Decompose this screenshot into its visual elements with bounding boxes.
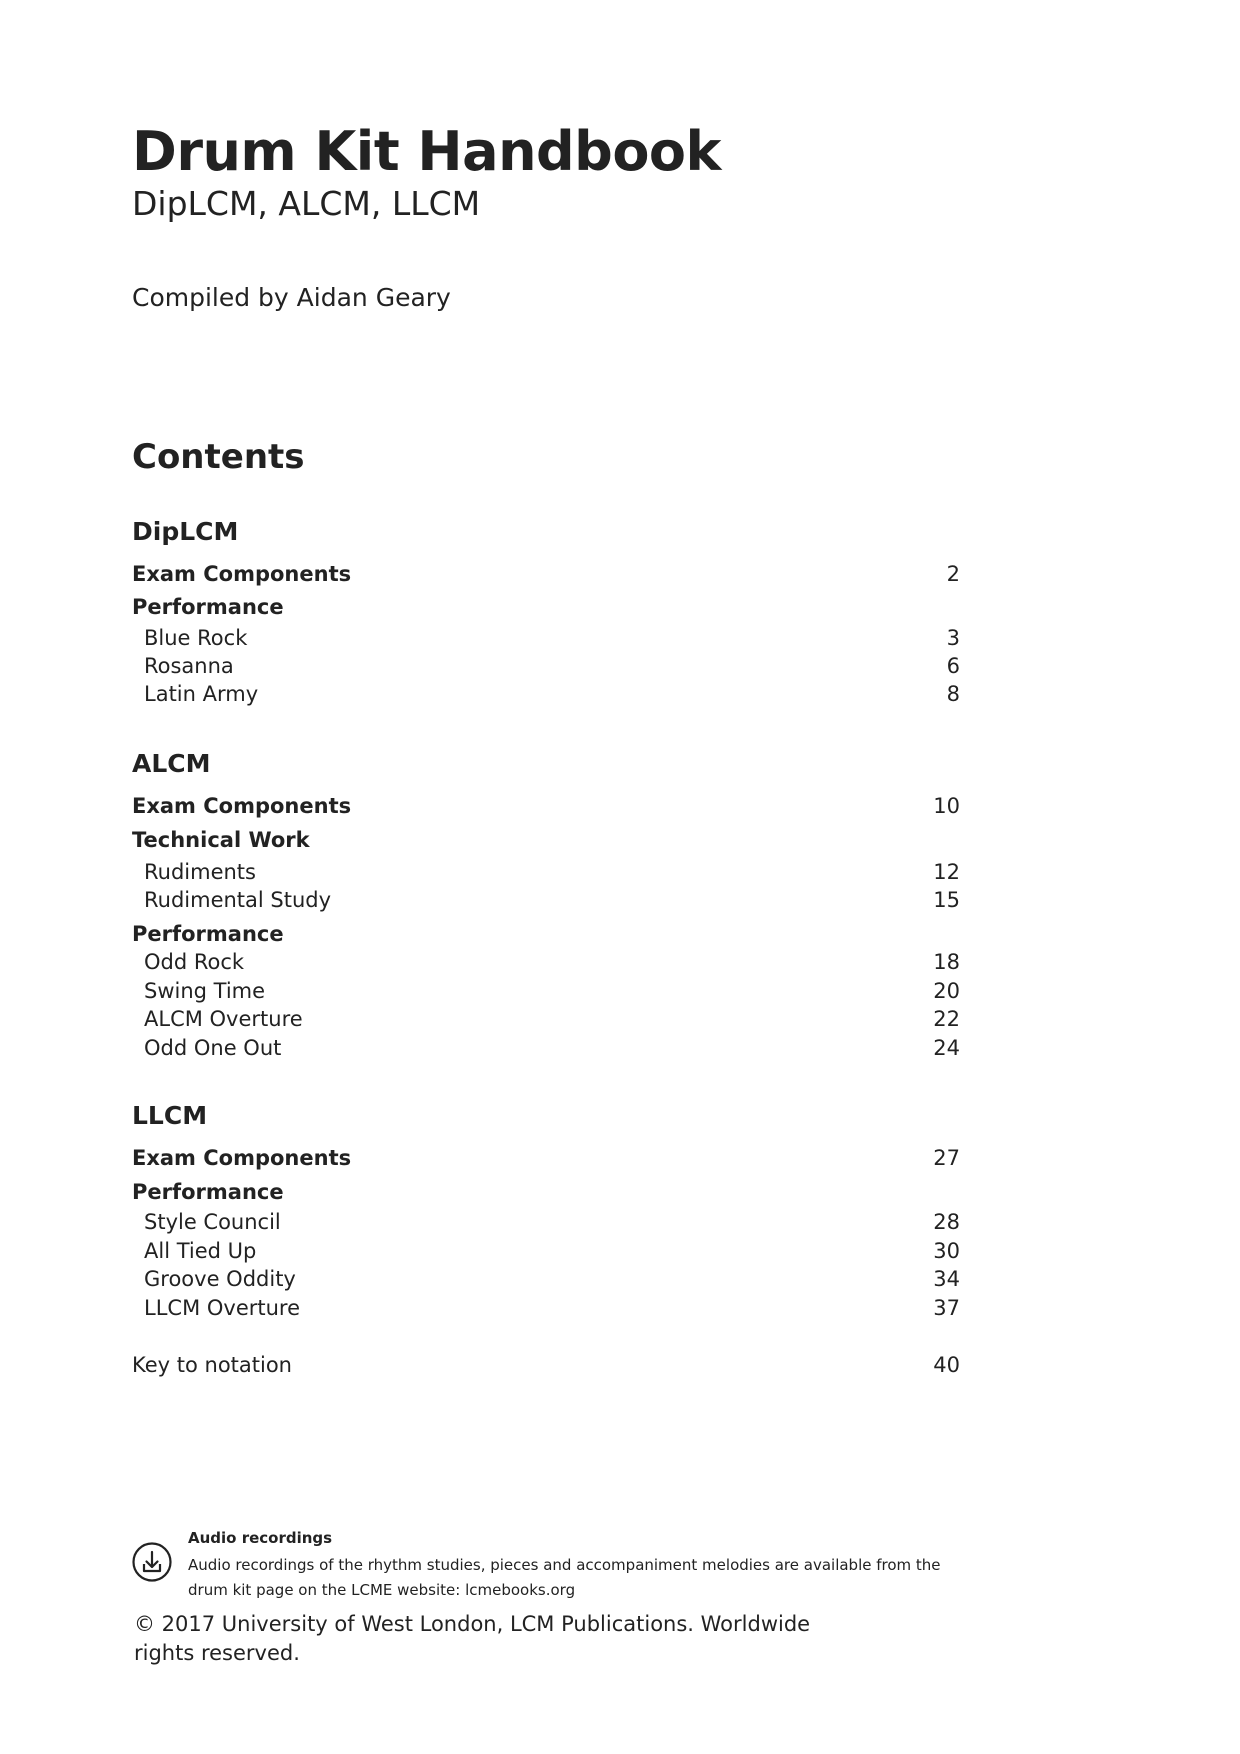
- toc-row: [132, 858, 960, 886]
- toc-page: 2: [946, 562, 960, 586]
- audio-recordings-text: Audio recordings of the rhythm studies, pieces and accompaniment melodies are available from the drum kit page on the LCME website: lcmebooks.org: [188, 1556, 941, 1599]
- toc-label: Swing Time: [144, 979, 266, 1003]
- toc-row: [132, 1294, 960, 1322]
- toc-row: [132, 977, 960, 1005]
- toc-label: Latin Army: [144, 682, 259, 706]
- toc-row: [132, 560, 960, 588]
- toc-row: [132, 792, 960, 820]
- group-label: Performance: [132, 595, 284, 619]
- toc-row: [132, 624, 960, 652]
- toc-page: 6: [946, 654, 960, 678]
- toc-row: [132, 652, 960, 680]
- toc-page: 12: [933, 860, 960, 884]
- toc-label: Rudimental Study: [144, 888, 332, 912]
- toc-label: Odd One Out: [144, 1036, 282, 1060]
- toc-label: Blue Rock: [144, 626, 248, 650]
- toc-page: 24: [933, 1036, 960, 1060]
- toc-label: Key to notation: [132, 1353, 292, 1377]
- toc-page: 20: [933, 979, 960, 1003]
- toc-row: [132, 1034, 960, 1062]
- toc-page: 27: [933, 1146, 960, 1170]
- toc-label: Exam Components: [132, 562, 352, 586]
- audio-recordings-title: Audio recordings: [188, 1529, 333, 1547]
- toc-row-key: [132, 1351, 960, 1379]
- toc-label: Style Council: [144, 1210, 281, 1234]
- section-title-diplcm: DipLCM: [132, 517, 239, 546]
- toc-page: 22: [933, 1007, 960, 1031]
- toc-row: [132, 680, 960, 708]
- contents-heading: Contents: [132, 437, 305, 477]
- group-label: Performance: [132, 1180, 284, 1204]
- toc-row: [132, 886, 960, 914]
- toc-page: 15: [933, 888, 960, 912]
- toc-row: [132, 1265, 960, 1293]
- toc-label: Rudiments: [144, 860, 256, 884]
- document-subtitle: DipLCM, ALCM, LLCM: [132, 184, 481, 223]
- toc-row: [132, 1005, 960, 1033]
- toc-page: 40: [933, 1353, 960, 1377]
- toc-label: Groove Oddity: [144, 1267, 296, 1291]
- compiled-by: Compiled by Aidan Geary: [132, 283, 451, 312]
- toc-page: 3: [946, 626, 960, 650]
- group-label: Performance: [132, 922, 284, 946]
- toc-label: LLCM Overture: [144, 1296, 301, 1320]
- toc-page: 37: [933, 1296, 960, 1320]
- toc-page: 30: [933, 1239, 960, 1263]
- toc-label: Odd Rock: [144, 950, 245, 974]
- section-title-llcm: LLCM: [132, 1101, 208, 1130]
- toc-label: All Tied Up: [144, 1239, 257, 1263]
- toc-page: 18: [933, 950, 960, 974]
- toc-label: Rosanna: [144, 654, 234, 678]
- toc-row: [132, 1144, 960, 1172]
- toc-label: Exam Components: [132, 794, 352, 818]
- toc-row: [132, 948, 960, 976]
- toc-page: 10: [933, 794, 960, 818]
- copyright-notice: © 2017 University of West London, LCM Publications. Worldwide rights reserved.: [134, 1612, 811, 1665]
- document-title: Drum Kit Handbook: [132, 120, 721, 183]
- section-title-alcm: ALCM: [132, 749, 211, 778]
- download-icon: [132, 1542, 172, 1582]
- toc-label: Exam Components: [132, 1146, 352, 1170]
- toc-page: 28: [933, 1210, 960, 1234]
- toc-label: ALCM Overture: [144, 1007, 303, 1031]
- group-label: Technical Work: [132, 828, 310, 852]
- toc-row: [132, 1208, 960, 1236]
- toc-page: 8: [946, 682, 960, 706]
- toc-page: 34: [933, 1267, 960, 1291]
- toc-row: [132, 1237, 960, 1265]
